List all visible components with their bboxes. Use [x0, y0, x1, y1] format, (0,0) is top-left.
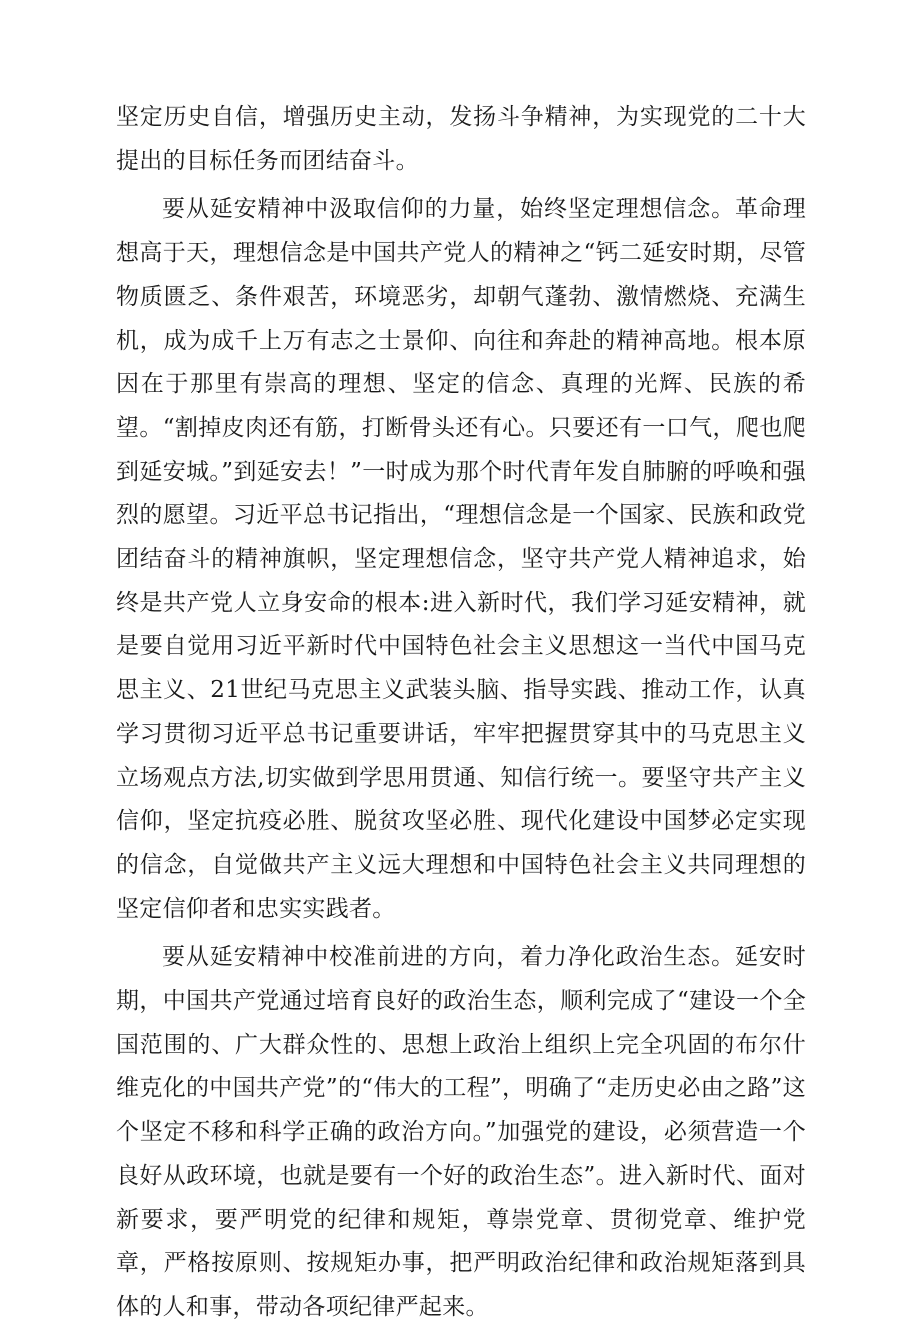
paragraph-continuation: 坚定历史自信，增强历史主动，发扬斗争精神，为实现党的二十大提出的目标任务而团结奋斗。 — [116, 104, 806, 174]
paragraph-ideals-and-beliefs: 要从延安精神中汲取信仰的力量，始终坚定理想信念。革命理想高于天，理想信念是中国共产党人的精神之“钙二延安时期，尽管物质匮乏、条件艰苦，环境恶劣，却朝气蓬勃、激情燃烧、充满生机，成为成千上万有志之士景仰、向往和奔赴的精神高地。根本原因在于那里有崇高的理想、坚定的信念、真理的光辉、民族的希望。“割掉皮肉还有筋，打断骨头还有心。只要还有一口气，爬也爬到延安城。”到延安去！”一时成为那个时代青年发自肺腑的呼唤和强烈的愿望。习近平总书记指出，“理想信念是一个国家、民族和政党团结奋斗的精神旗帜，坚定理想信念，坚守共产党人精神追求，始终是共产党人立身安命的根本:进入新时代，我们学习延安精神，就是要自觉用习近平新时代中国特色社会主义思想这一当代中国马克思主义、21世纪马克思主义武装头脑、指导实践、推动工作，认真学习贯彻习近平总书记重要讲话，牢牢把握贯穿其中的马克思主义立场观点方法,切实做到学思用贯通、知信行统一。要坚守共产主义信仰，坚定抗疫必胜、脱贫攻坚必胜、现代化建设中国梦必定实现的信念，自觉做共产主义远大理想和中国特色社会主义共同理想的坚定信仰者和忠实实践者。 — [116, 196, 806, 922]
paragraph-political-ecology: 要从延安精神中校准前进的方向，着力净化政治生态。延安时期，中国共产党通过培育良好的政治生态，顺利完成了“建设一个全国范围的、广大群众性的、思想上政治上组织上完全巩固的布尔什维克化的中国共产党”的“伟大的工程”，明确了“走历史必由之路”这个坚定不移和科学正确的政治方向。”加强党的建设，必须营造一个良好从政环境，也就是要有一个好的政治生态”。进入新时代、面对新要求，要严明党的纪律和规矩，尊崇党章、贯彻党章、维护党章，严格按原则、按规矩办事，把严明政治纪律和政治规矩落到具体的人和事，带动各项纪律严起来。 — [116, 944, 806, 1320]
document-body — [116, 96, 806, 1330]
